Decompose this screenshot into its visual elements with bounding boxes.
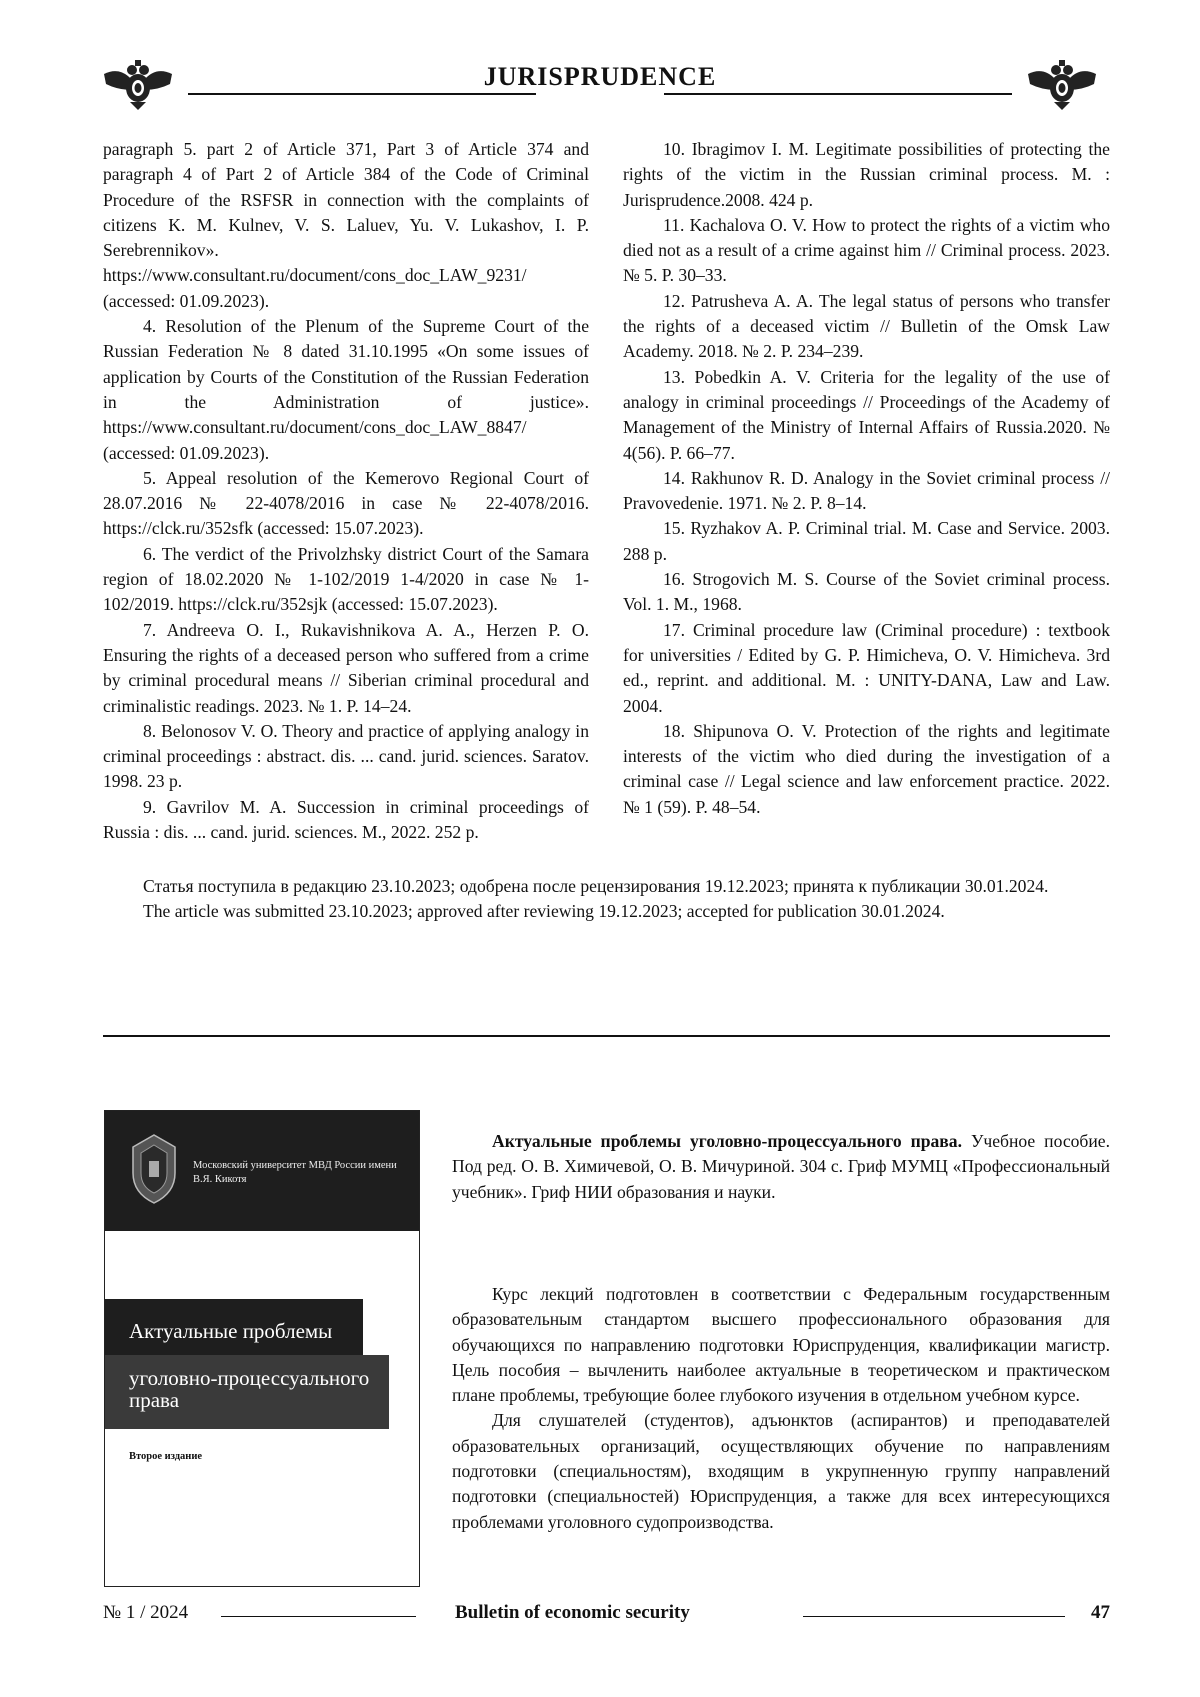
reference-entry: 4. Resolution of the Plenum of the Supreme Court of the Russian Federation № 8 dated 31.10.1995 «On some issues of application by Courts of the Constitution of the Russian Federation in the Administration of justice». https://www.consultant.ru/document/cons_doc_LAW_8847/ (accessed: 01.09.2023). bbox=[103, 316, 589, 463]
reference-entry: 18. Shipunova O. V. Protection of the rights and legitimate interests of the victim who died during the investigation of a criminal case // Legal science and law enforcement practice. 2022. № 1 (59). P. 48–54. bbox=[623, 720, 1110, 817]
reference-entry: 14. Rakhunov R. D. Analogy in the Soviet criminal process // Pravovedenie. 1971. № 2. P. 8–14. bbox=[623, 467, 1110, 514]
issue-number: № 1 / 2024 bbox=[103, 1602, 189, 1623]
reference-entry: 17. Criminal procedure law (Criminal procedure) : textbook for universities / Edited by G. P. Himicheva, O. V. Himicheva. 3rd ed., reprint. and additional. M. : UNITY-DANA, Law and Law. 2004. bbox=[623, 619, 1110, 716]
reference-entry: 6. The verdict of the Privolzhsky district Court of the Samara region of 18.02.2020 № 1-102/2019 1-4/2020 in case № 1-102/2019. https://clck.ru/352sjk (accessed: 15.07.2023). bbox=[103, 543, 589, 615]
footer-rule-left bbox=[221, 1616, 416, 1617]
reference-entry: 7. Andreeva O. I., Rukavishnikova A. A., Herzen P. O. Ensuring the rights of a deceased person who suffered from a crime by criminal procedural means // Siberian criminal procedural and criminalistic readings. 2023. № 1. P. 14–24. bbox=[103, 619, 589, 716]
journal-name: Bulletin of economic security bbox=[455, 1602, 690, 1623]
article-dates-en: The article was submitted 23.10.2023; approved after reviewing 19.12.2023; accepted for publication 30.01.2024. bbox=[143, 901, 945, 922]
cover-title-line1: Актуальные проблемы bbox=[129, 1319, 333, 1343]
section-title: JURISPRUDENCE bbox=[483, 62, 717, 91]
book-cover-image bbox=[104, 1110, 420, 1587]
reference-entry: 15. Ryzhakov A. P. Criminal trial. M. Case and Service. 2003. 288 p. bbox=[623, 518, 1110, 564]
reference-entry: 11. Kachalova O. V. How to protect the rights of a victim who died not as a result of a crime against him // Criminal process. 2023. № 5. P. 30–33. bbox=[623, 214, 1110, 286]
header-rule-left bbox=[188, 93, 536, 95]
cover-title-line2: уголовно-процессуального права bbox=[129, 1366, 370, 1412]
footer-rule-right bbox=[803, 1616, 1065, 1617]
page-number: 47 bbox=[1091, 1602, 1110, 1623]
book-description-paragraph: Курс лекций подготовлен в соответствии с Федеральным государственным образовательным стандартом высшего профессионального образования для обучающихся по направлению подготовки Юриспруденция, квалификации магистр. Цель пособия – вычленить наиболее актуальные в теоретическом и практическом плане проблемы, требующие более глубокого изучения в отдельном учебном курсе. bbox=[452, 1284, 1110, 1406]
reference-entry: 9. Gavrilov M. A. Succession in criminal proceedings of Russia : dis. ... cand. jurid. sciences. M., 2022. 252 p. bbox=[103, 796, 589, 843]
book-announcement bbox=[452, 1129, 1110, 1205]
book-description-paragraph: Для слушателей (студентов), адъюнктов (аспирантов) и преподавателей образовательных организаций, осуществляющих обучение по направлениям подготовки (специальностям), входящим в укрупненную группу направлений подготовки (специальностей) Юриспруденция, а также для всех интересующихся проблемами уголовного судопроизводства. bbox=[452, 1410, 1110, 1532]
eagle-emblem-icon bbox=[1026, 60, 1098, 110]
book-title: Актуальные проблемы уголовно-процессуального права. bbox=[492, 1131, 962, 1151]
header-rule-right bbox=[664, 93, 1012, 95]
cover-university-name: Московский университет МВД России имени В.Я. Кикотя bbox=[193, 1160, 397, 1185]
article-dates-ru: Статья поступила в редакцию 23.10.2023; одобрена после рецензирования 19.12.2023; принята к публикации 30.01.2024. bbox=[143, 876, 1049, 896]
reference-entry: 16. Strogovich M. S. Course of the Soviet criminal process. Vol. 1. M., 1968. bbox=[623, 569, 1110, 615]
references-left-column bbox=[103, 137, 589, 845]
article-dates bbox=[103, 874, 1110, 925]
reference-entry: 10. Ibragimov I. M. Legitimate possibilities of protecting the rights of the victim in the Russian criminal process. M. : Jurisprudence.2008. 424 p. bbox=[623, 139, 1110, 210]
reference-entry: 5. Appeal resolution of the Kemerovo Regional Court of 28.07.2016 № 22-4078/2016 in case № 22-4078/2016. https://clck.ru/352sfk (accessed: 15.07.2023). bbox=[103, 467, 589, 539]
book-description bbox=[452, 1282, 1110, 1535]
reference-entry: 8. Belonosov V. O. Theory and practice of applying analogy in criminal proceedings : abstract. dis. ... cand. jurid. sciences. Saratov. 1998. 23 p. bbox=[103, 720, 589, 792]
book-details: Учебное пособие. Под ред. О. В. Химичевой, О. В. Мичуриной. 304 с. Гриф МУМЦ «Профессиональный учебник». Гриф НИИ образования и науки. bbox=[452, 1131, 1111, 1202]
section-divider bbox=[103, 1035, 1110, 1037]
running-footer bbox=[103, 1602, 1110, 1632]
shield-emblem-icon bbox=[129, 1133, 179, 1205]
reference-entry: 12. Patrusheva A. A. The legal status of persons who transfer the rights of a deceased victim // Bulletin of the Omsk Law Academy. 2018. № 2. P. 234–239. bbox=[623, 290, 1110, 362]
reference-entry: 13. Pobedkin A. V. Criteria for the legality of the use of analogy in criminal proceedings // Proceedings of the Academy of Management of the Ministry of Internal Affairs of Russia.2020. № 4(56). P. 66–77. bbox=[623, 366, 1110, 463]
running-header bbox=[102, 60, 1098, 110]
reference-entry: paragraph 5. part 2 of Article 371, Part 3 of Article 374 and paragraph 4 of Part 2 of Article 384 of the Code of Criminal Procedure of the RSFSR in connection with the complaints of citizens K. M. Kulnev, V. S. Laluev, Yu. V. Lukashov, I. P. Serebrennikov». https://www.consultant.ru/document/cons_doc_LAW_9231/ (accessed: 01.09.2023). bbox=[103, 139, 589, 311]
cover-edition: Второе издание bbox=[129, 1451, 203, 1462]
references-right-column bbox=[623, 137, 1110, 820]
